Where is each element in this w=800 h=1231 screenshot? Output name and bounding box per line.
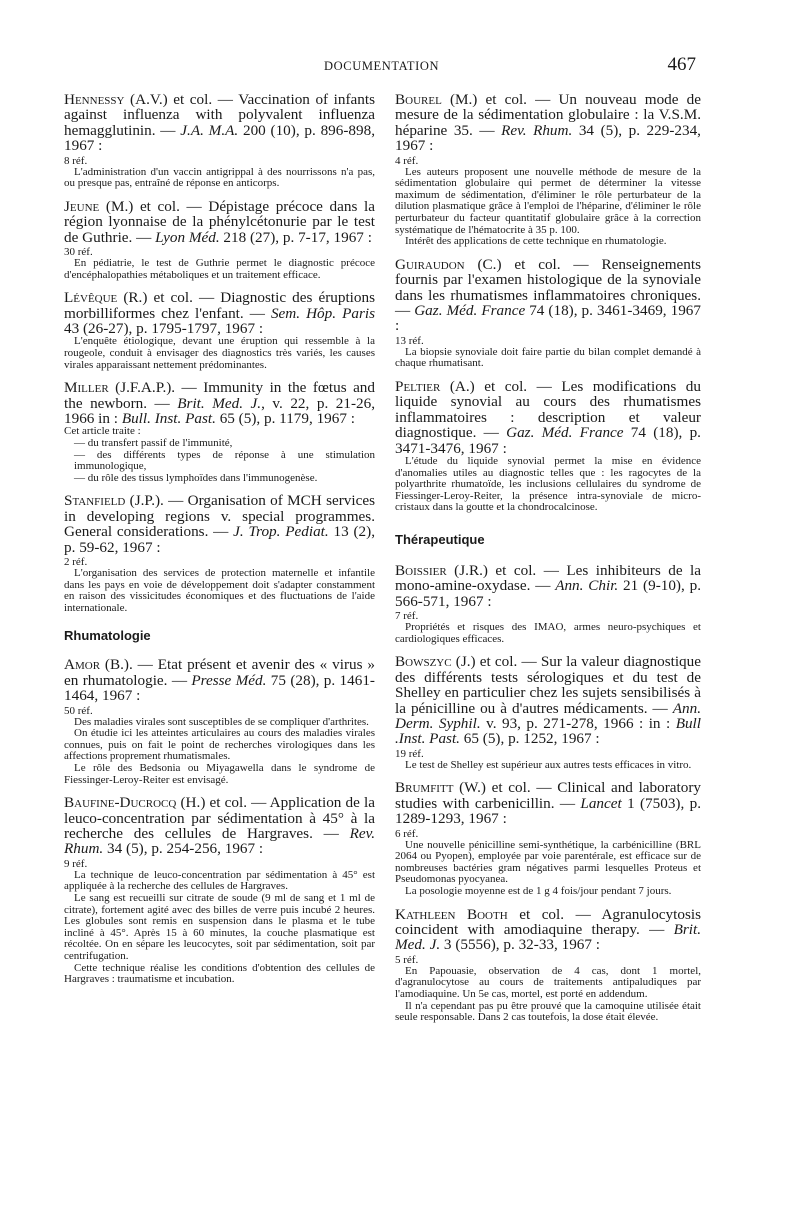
citation-title: (J.P.). — Organisation of MCH services in developing regions v. special programmes. General considerations. — (64, 492, 375, 541)
summary-paragraph: Propriétés et risques des IMAO, armes neuro-psychiques et cardiologiques efficaces. (395, 621, 701, 645)
citation (395, 907, 701, 953)
bibliography-entry (395, 780, 701, 897)
citation-title: (R.) et col. — Diagnostic des éruptions morbilliformes chez l'enfant. — (64, 289, 375, 322)
citation (64, 795, 375, 857)
summary-paragraph: L'étude du liquide synovial permet la mise en évidence d'anomalies utiles au diagnostic telles que : les ragocytes de la polyarthrite rhumatoïde, les inclusions cellulaires du syndrome de Fiessinger-Leroy-Reiter, la présence intra-synoviale de micro-cristaux dans la goutte et la chondrocalcinose. (395, 455, 701, 514)
reference-count: 9 réf. (64, 857, 88, 870)
reference-count: 50 réf. (64, 704, 93, 717)
section-heading-rhumatologie: Rhumatologie (64, 628, 151, 644)
summary-paragraph: Cette technique réalise les conditions d'obtention des cellules de Hargraves : traumatisme et incubation. (64, 961, 375, 986)
bibliography-entry (64, 380, 375, 484)
author-name: Boissier (395, 562, 447, 579)
bibliography-entry (64, 493, 375, 614)
citation-details: 13 (2), p. 59-62, 1967 : (64, 523, 375, 556)
summary-paragraph: Il n'a cependant pas pu être prouvé que la camoquine utilisée était seule responsable. Dans 2 cas toutefois, la dose était élevée. (395, 999, 701, 1024)
page-number: 467 (667, 54, 696, 75)
bibliography-entry (395, 907, 701, 1024)
citation (64, 493, 375, 555)
journal-name: Bull .Inst. Past. (395, 715, 701, 748)
citation-title: (H.) et col. — Application de la leuco-concentration par sédimentation à 45° à la recherche des cellules de Hargraves. — (64, 794, 375, 842)
summary-paragraph: L'administration d'un vaccin antigrippal à des nourrissons n'a pas, ou presque pas, entraîné de réponse en anticorps. (64, 165, 375, 190)
page-header (0, 54, 800, 78)
author-name: Miller (64, 379, 109, 397)
citation-details: , v. 22, p. 21-26, 1966 in : (64, 394, 375, 428)
journal-name: Sem. Hôp. Paris (270, 304, 375, 322)
citation (395, 563, 701, 609)
citation-title: (A.V.) et col. — Vaccination of infants against influenza with polyvalent influenza hemagglutinin. — (64, 91, 375, 139)
bibliography-entry (395, 257, 701, 370)
journal-name: Bull. Inst. Past. (121, 410, 216, 428)
bibliography-entry (64, 199, 375, 281)
summary-list-item: — des différents types de réponse à une stimulation immunologique, (74, 448, 375, 473)
citation-details: 75 (28), p. 1461-1464, 1967 : (64, 671, 375, 705)
right-column (395, 92, 701, 1033)
bibliography-entry (64, 92, 375, 190)
citation-details: 43 (26-27), p. 1795-1797, 1967 : (64, 320, 264, 338)
citation-details: 65 (5), p. 1179, 1967 : (215, 410, 355, 428)
reference-count: 4 réf. (395, 154, 419, 167)
summary-intro: Cet article traite : (64, 425, 141, 438)
summary-paragraph: L'enquête étiologique, devant une éruption qui ressemble à la rougeole, conduit à envisager des diagnostics très variés, les causes virales apparaissant nettement prédominantes. (64, 335, 375, 371)
citation-title: (J.) et col. — Sur la valeur diagnostique des différents tests sérologiques et du test de Shelley en particulier chez les sujets sensibilisés à la pénicilline ou à d'autres médicaments. — (395, 653, 701, 717)
citation-details: 74 (18), p. 3461-3469, 1967 : (395, 302, 701, 335)
author-name: Hennessy (64, 91, 125, 108)
reference-count: 8 réf. (64, 154, 88, 167)
citation-details: 34 (5), p. 229-234, 1967 : (395, 121, 701, 155)
summary-paragraph: Intérêt des applications de cette technique en rhumatologie. (405, 235, 667, 248)
summary-paragraph: En pédiatrie, le test de Guthrie permet le diagnostic précoce d'encéphalopathies métaboliques et un traitement efficace. (64, 257, 375, 281)
journal-name: Rev. Rhum. (501, 121, 573, 139)
citation (64, 380, 375, 426)
author-name: Jeune (64, 197, 100, 215)
reference-count: 30 réf. (64, 246, 93, 259)
author-name: Baufine-Ducrocq (64, 794, 177, 812)
author-name: Lévêque (64, 289, 118, 307)
citation-details: 21 (9-10), p. 566-571, 1967 : (395, 577, 701, 610)
citation (395, 257, 701, 334)
citation-title: (M.) et col. — Un nouveau mode de mesure de la sédimentation globulaire : la V.S.M. héparine 35. — (395, 91, 701, 139)
bibliography-entry (395, 92, 701, 248)
journal-name: Lyon Méd. (155, 228, 220, 246)
journal-name: Rev. Rhum. (64, 825, 375, 858)
bibliography-entry (395, 563, 701, 645)
citation-title: (J.F.A.P.). — Immunity in the fœtus and the newborn. — (64, 379, 375, 412)
author-name: Amor (64, 656, 101, 674)
citation (395, 780, 701, 826)
bibliography-entry (395, 654, 701, 771)
summary-paragraph: Le rôle des Bedsonia ou Miyagawella dans le syndrome de Fiessinger-Leroy-Reiter est envisagé. (64, 762, 375, 786)
author-name: Bowszyc (395, 653, 452, 671)
journal-name: Lancet (580, 794, 622, 812)
author-name: Guiraudon (395, 255, 465, 273)
reference-count: 6 réf. (395, 827, 419, 840)
journal-name: Ann. Derm. Syphil. (395, 699, 701, 733)
author-name: Kathleen Booth (395, 905, 508, 923)
summary-paragraph: Le sang est recueilli sur citrate de soude (9 ml de sang et 1 ml de citrate), fortement agité avec des billes de verre puis incubé 2 heures. Les globules sont remis en suspension dans le plasma et le tube incliné à 45°. Après 15 à 60 minutes, la couche plasmatique est récoltée. On en sépare les leucocytes, soit par sédimentation, soit par centrifugation. (64, 892, 375, 962)
author-name: Peltier (395, 378, 441, 395)
summary-paragraph: Une nouvelle pénicilline semi-synthétique, la carbénicilline (BRL 2064 ou Pyopen), employée par voie parentérale, est efficace sur de nombreuses bactéries gram négatives parmi lesquelles Proteus et Pseudomonas pyocyanea. (395, 838, 701, 886)
citation (395, 92, 701, 154)
citation-details: 34 (5), p. 254-256, 1967 : (103, 840, 264, 858)
citation-title: (B.). — Etat présent et avenir des « virus » en rhumatologie. — (64, 656, 375, 689)
author-name: Bourel (395, 91, 442, 108)
citation-title: (C.) et col. — Renseignements fournis par l'examen histologique de la synoviale dans les rhumatismes inflammatoires chroniques. — (395, 255, 701, 319)
citation-details: 65 (5), p. 1252, 1967 : (459, 730, 600, 748)
citation (64, 92, 375, 154)
citation (395, 379, 701, 456)
citation (64, 199, 375, 245)
citation-title: et col. — Agranulocytosis coincident with amodiaquine therapy. — (395, 905, 701, 939)
citation-details: 1 (7503), p. 1289-1293, 1967 : (395, 794, 701, 828)
summary-paragraph: L'organisation des services de protection maternelle et infantile dans les pays en voie de développement doit s'adapter constamment en raison des vissicitudes économiques et des fluctuations de l'aide internationale. (64, 567, 375, 614)
journal-name: Presse Méd. (191, 671, 267, 689)
summary-paragraph: La technique de leuco-concentration par sédimentation à 45° est appliquée à la recherche des cellules de Hargraves. (64, 868, 375, 893)
citation-details: 200 (10), p. 896-898, 1967 : (64, 121, 375, 155)
journal-name: J. Trop. Pediat. (233, 523, 329, 541)
citation-details: 3 (5556), p. 32-33, 1967 : (440, 936, 601, 954)
reference-count: 5 réf. (395, 953, 419, 966)
reference-count: 2 réf. (64, 556, 88, 569)
summary-list-item: — du rôle des tissus lymphoïdes dans l'immunogenèse. (74, 471, 318, 484)
summary-list-item: — du transfert passif de l'immunité, (74, 437, 233, 450)
journal-name: Brit. Med. J. (177, 394, 262, 412)
summary-paragraph: En Papouasie, observation de 4 cas, dont 1 mortel, d'agranulocytose au cours de traitements antipaludiques par l'amodiaquine. Un 5e cas, mortel, est porté en addendum. (395, 964, 701, 1001)
summary-paragraph: On étudie ici les atteintes articulaires au cours des maladies virales connues, puis on fait le point de recherches virologiques dans les affections proprement rhumatismales. (64, 727, 375, 763)
citation-title: (M.) et col. — Dépistage précoce dans la région lyonnaise de la phénylcétonurie par le test de Guthrie. — (64, 197, 375, 246)
section-heading-therapeutique: Thérapeutique (395, 532, 485, 547)
summary-paragraph: La biopsie synoviale doit faire partie du bilan complet demandé à chaque rhumatisant. (395, 345, 701, 370)
citation-title: (W.) et col. — Clinical and laboratory studies with carbenicillin. — (395, 779, 701, 812)
journal-name: Gaz. Méd. France (506, 424, 624, 442)
citation-title: (A.) et col. — Les modifications du liquide synovial au cours des rhumatismes inflammatoires : description et valeur diagnostique. — (395, 378, 701, 442)
summary-paragraph: Le test de Shelley est supérieur aux autres tests efficaces in vitro. (405, 758, 692, 771)
journal-name: Brit. Med. J. (395, 921, 701, 954)
author-name: Brumfitt (395, 779, 454, 797)
summary-paragraph: La posologie moyenne est de 1 g 4 fois/jour pendant 7 jours. (405, 885, 672, 898)
author-name: Stanfield (64, 492, 126, 510)
reference-count: 13 réf. (395, 334, 424, 347)
citation-details: 74 (18), p. 3471-3476, 1967 : (395, 424, 701, 457)
journal-name: Gaz. Méd. France (414, 302, 526, 319)
running-title: DOCUMENTATION (324, 59, 440, 73)
citation-details: 218 (27), p. 7-17, 1967 : (219, 228, 372, 246)
bibliography-entry (395, 379, 701, 514)
citation-details: v. 93, p. 271-278, 1966 : in : (480, 715, 676, 733)
bibliography-entry (64, 795, 375, 986)
reference-count: 19 réf. (395, 747, 424, 760)
reference-count: 7 réf. (395, 610, 419, 623)
bibliography-entry (64, 657, 375, 786)
citation-title: (J.R.) et col. — Les inhibiteurs de la mono-amine-oxydase. — (395, 562, 701, 595)
left-column (64, 92, 375, 995)
citation (64, 657, 375, 703)
journal-name: Ann. Chir. (555, 577, 619, 595)
bibliography-entry (64, 290, 375, 371)
journal-name: J.A. M.A. (180, 121, 239, 139)
summary-paragraph: Les auteurs proposent une nouvelle méthode de mesure de la sédimentation globulaire qui permet de déterminer la vitesse maximum de sédimentation, d'éliminer le rôle perturbateur de la dilution plasmatique grâce à l'emploi de l'héparine, d'éliminer le rôle perturbateur du facteur quantitatif globulaire grâce à la correction systématique de l'hématocrite à 35 p. 100. (395, 165, 701, 236)
citation (64, 290, 375, 336)
citation (395, 654, 701, 746)
summary-paragraph: Des maladies virales sont susceptibles de se compliquer d'arthrites. (74, 715, 369, 728)
